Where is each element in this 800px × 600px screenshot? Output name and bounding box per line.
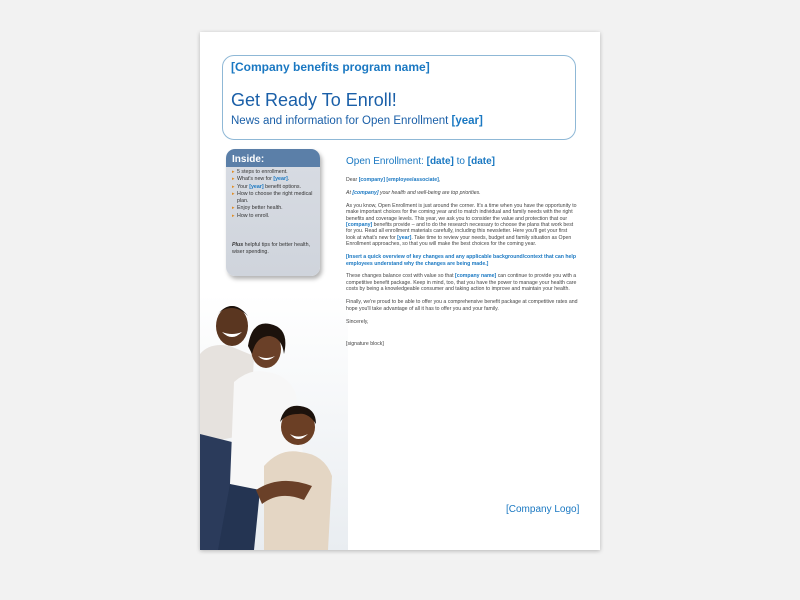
signature-block: [signature block] — [346, 340, 384, 347]
company-logo-placeholder: [Company Logo] — [506, 504, 580, 515]
family-photo-illustration — [200, 294, 348, 550]
body-company: [company] — [346, 222, 373, 229]
bullet-icon: ▸ — [232, 169, 235, 175]
bullet-icon: ▸ — [232, 212, 235, 219]
inside-title: Inside: — [232, 154, 265, 165]
family-photo — [200, 294, 348, 550]
bullet-icon: ▸ — [232, 176, 235, 183]
enrollment-end-date: [date] — [467, 156, 495, 167]
body-company: [company name] — [455, 273, 497, 280]
subtitle-year: [year] — [451, 115, 483, 127]
enrollment-start-date: [date] — [426, 156, 454, 167]
salutation-prefix: Dear — [346, 177, 359, 183]
program-name: [Company benefits program name] — [231, 60, 430, 74]
header-box — [222, 55, 576, 140]
inside-footer — [232, 242, 318, 255]
inside-item-highlight: [year] — [273, 176, 288, 183]
tagline — [346, 190, 578, 196]
inside-list — [232, 169, 318, 220]
body-paragraph-3: Finally, we're proud to be able to offer you a comprehensive benefit package at competitive rates and hope you'll take advantage of all it has to offer you and your family. — [346, 299, 578, 312]
enrollment-heading — [346, 156, 578, 167]
inside-item-text: Enjoy better health. — [237, 205, 283, 212]
inside-item — [232, 213, 318, 219]
tagline-company: [company] — [352, 189, 379, 196]
salutation-suffix: , — [438, 177, 441, 183]
body-text: As you know, Open Enrollment is just around the corner. It's a time when you have the opportunity to make important choices for the coming year and to match individual and family needs with the right benefits and coverage levels. This year, we ask you to consider the value and protection that our — [346, 202, 577, 222]
bullet-icon: ▸ — [232, 183, 235, 190]
inside-item-highlight: [year] — [249, 183, 264, 190]
body-year: [year] — [397, 234, 412, 241]
body-text: These changes balance cost with value so that — [346, 273, 456, 280]
subtitle-text: News and information for Open Enrollment — [231, 115, 452, 127]
inside-item — [232, 184, 318, 190]
body-paragraph-1 — [346, 203, 578, 248]
enrollment-heading-to: to — [453, 156, 468, 167]
inside-footer-emphasis: Plus — [232, 242, 244, 248]
inside-item — [232, 176, 318, 182]
inside-item-text: What's new for — [237, 176, 274, 183]
inside-item-suffix: benefit options. — [263, 183, 302, 190]
inside-item-text: How to enroll. — [237, 212, 270, 219]
salutation-name: [company] [employee/associate] — [358, 177, 439, 183]
letter-column — [346, 156, 578, 354]
body-text: . Take time to review your needs, budget and family situation as Open Enrollment approaches, so that you will make the best choices for the coming year. — [346, 234, 572, 248]
inside-item — [232, 169, 318, 175]
body-paragraph-2 — [346, 273, 578, 292]
inside-item-suffix: . — [287, 176, 290, 183]
salutation — [346, 177, 578, 183]
inside-item — [232, 205, 318, 211]
inside-item — [232, 191, 318, 204]
tagline-prefix: At — [346, 189, 353, 196]
body-text: can continue to provide you with a competitive benefit package. Keep in mind, too, that you have the power to manage your health care costs by being a knowledgeable consumer and taking action to improve and maintain your health. — [346, 273, 577, 293]
newsletter-page — [200, 32, 600, 550]
body-text: benefits provide – and to do the research necessary to choose the plans that work best for you. Read all enrollment materials carefully, including this newsletter. Here you'll get your first look at what's new for — [346, 222, 574, 241]
tagline-suffix: your health and well-being are top priorities. — [378, 189, 481, 196]
enrollment-heading-text: Open Enrollment: — [346, 156, 427, 167]
bullet-icon: ▸ — [232, 205, 235, 212]
insert-note: [Insert a quick overview of key changes and any applicable background/context that can help employees understand why the changes are being made.] — [346, 254, 577, 267]
page-title: Get Ready To Enroll! — [231, 90, 397, 110]
inside-item-text: Your — [237, 183, 250, 190]
inside-footer-text: helpful tips for better health, wiser spending. — [232, 242, 311, 255]
closing: Sincerely, — [346, 318, 369, 325]
bullet-icon: ▸ — [232, 191, 235, 198]
page-subtitle — [231, 115, 483, 127]
inside-sidebar — [226, 149, 320, 276]
inside-item-text: How to choose the right medical plan. — [237, 191, 313, 204]
inside-item-text: 5 steps to enrollment. — [237, 169, 288, 175]
